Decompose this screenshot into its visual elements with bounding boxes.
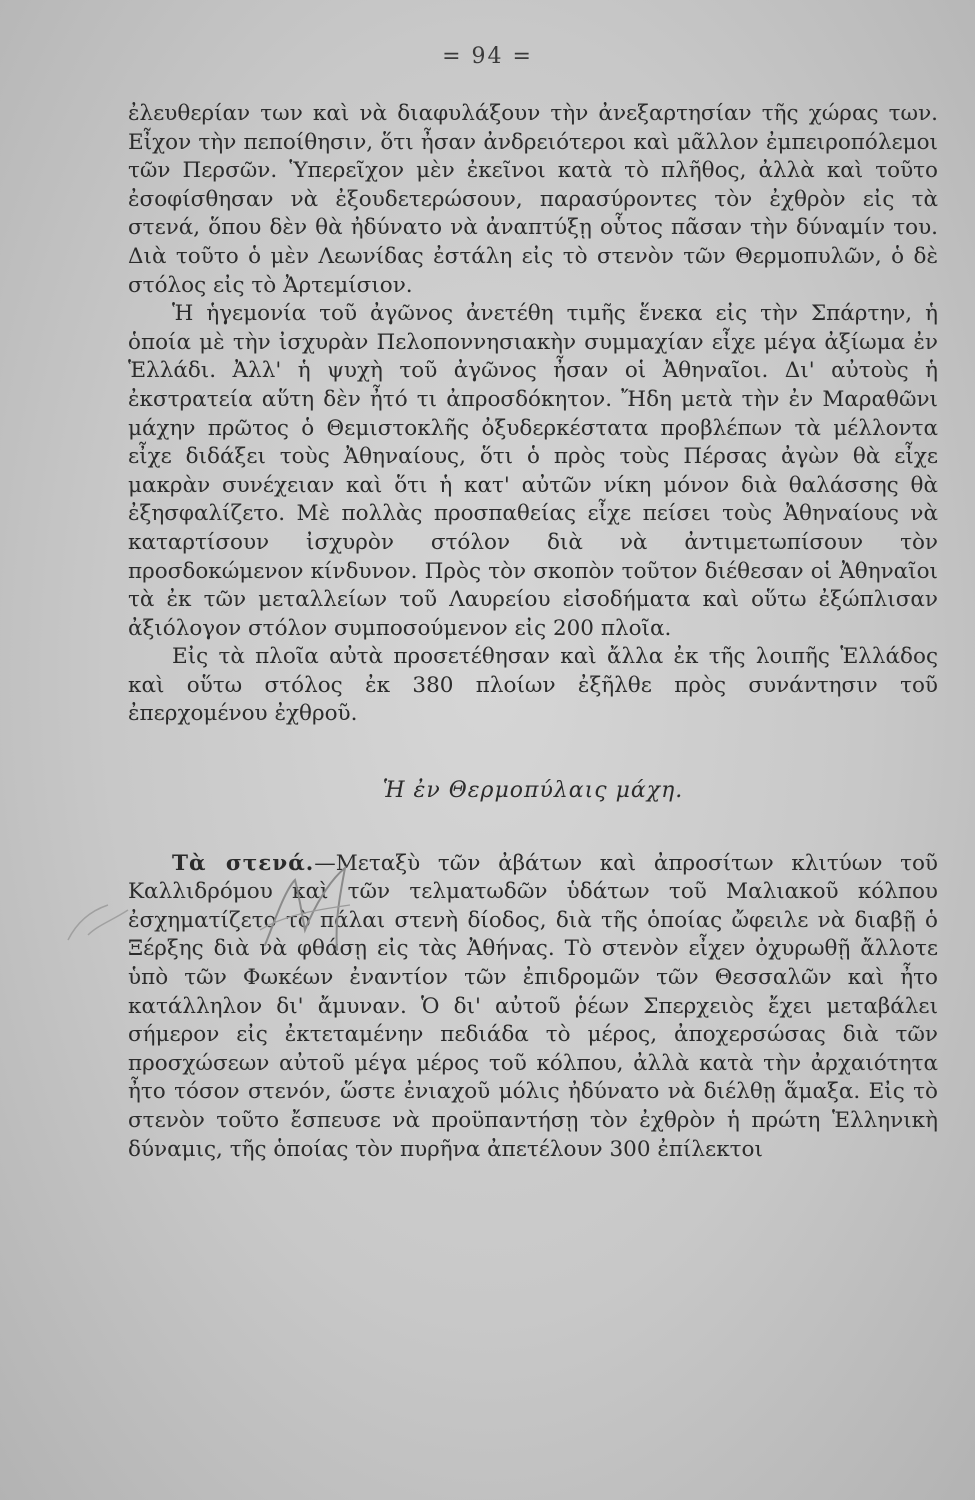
paragraph-3: Εἰς τὰ πλοῖα αὐτὰ προσετέθησαν καὶ ἄλλα ἐκ τῆς λοιπῆς Ἑλλάδος καὶ οὕτω στόλος ἐκ 380 πλοίων ἐξῆλθε πρὸς συνάντησιν τοῦ ἐπερχομένου ἐχθροῦ. (128, 644, 938, 727)
paragraph-1: ἐλευθερίαν των καὶ νὰ διαφυλάξουν τὴν ἀνεξαρτησίαν τῆς χώρας των. Εἶχον τὴν πεποίθησιν, ὅτι ἦσαν ἀνδρειότεροι καὶ μᾶλλον ἐμπειροπόλεμοι τῶν Περσῶν. Ὑπερεῖχον μὲν ἐκεῖνοι κατὰ τὸ πλῆθος, ἀλλὰ καὶ τοῦτο ἐσοφίσθησαν νὰ ἐξουδετερώσουν, παρασύροντες τὸν ἐχθρὸν εἰς τὰ στενά, ὅπου δὲν θὰ ἠδύνατο νὰ ἀναπτύξῃ οὗτος πᾶσαν τὴν δύναμίν του. Διὰ τοῦτο ὁ μὲν Λεωνίδας ἐστάλη εἰς τὸ στενὸν τῶν Θερμοπυλῶν, ὁ δὲ στόλος εἰς τὸ Ἀρτεμίσιον. (128, 101, 938, 298)
lead-term: Τὰ στενά. (172, 850, 315, 876)
pencil-mark-icon (58, 880, 138, 960)
section-paragraph (128, 850, 938, 1165)
section-body: —Μεταξὺ τῶν ἀβάτων καὶ ἀπροσίτων κλιτύων τοῦ Καλλιδρόμου καὶ τῶν τελματωδῶν ὑδάτων τοῦ Μαλιακοῦ κόλπου ἐσχηματίζετο τὸ πάλαι στενὴ δίοδος, διὰ τῆς ὁποίας ὤφειλε νὰ διαβῇ ὁ Ξέρξης διὰ νὰ φθάσῃ εἰς τὰς Ἀθήνας. Τὸ στενὸν εἶχεν ὀχυρωθῇ ἄλλοτε ὑπὸ τῶν Φωκέων ἐναντίον τῶν ἐπιδρομῶν τῶν Θεσσαλῶν καὶ ἦτο κατάλληλον δι' ἄμυναν. Ὁ δι' αὐτοῦ ῥέων Σπερχειὸς ἔχει μεταβάλει σήμερον εἰς ἐκτεταμένην πεδιάδα τὸ μέρος, ἀποχερσώσας διὰ τῶν προσχώσεων αὐτοῦ μέγα μέρος τοῦ κόλπου, ἀλλὰ κατὰ τὴν ἀρχαιότητα ἦτο τόσον στενόν, ὥστε ἐνιαχοῦ μόλις ἠδύνατο νὰ διέλθῃ ἅμαξα. Εἰς τὸ στενὸν τοῦτο ἔσπευσε νὰ προϋπαντήσῃ τὸν ἐχθρὸν ἡ πρώτη Ἑλληνικὴ δύναμις, τῆς ὁποίας τὸν πυρῆνα ἀπετέλουν 300 ἐπίλεκτοι (128, 850, 938, 1162)
page-number: = 94 = (442, 44, 533, 69)
handwritten-monogram-icon (255, 860, 375, 960)
body-text (128, 100, 938, 1164)
paragraph-2: Ἡ ἡγεμονία τοῦ ἀγῶνος ἀνετέθη τιμῆς ἕνεκα εἰς τὴν Σπάρτην, ἡ ὁποία μὲ τὴν ἰσχυρὰν Πελοποννησιακὴν συμμαχίαν εἶχε μέγα ἀξίωμα ἐν Ἑλλάδι. Ἀλλ' ἡ ψυχὴ τοῦ ἀγῶνος ἦσαν οἱ Ἀθηναῖοι. Δι' αὐτοὺς ἡ ἐκστρατεία αὕτη δὲν ἦτό τι ἀπροσδόκητον. Ἤδη μετὰ τὴν ἐν Μαραθῶνι μάχην πρῶτος ὁ Θεμιστοκλῆς ὀξυδερκέστατα προβλέπων τὰ μέλλοντα εἶχε διδάξει τοὺς Ἀθηναίους, ὅτι ὁ πρὸς τοὺς Πέρσας ἀγὼν θὰ εἶχε μακρὰν συνέχειαν καὶ ὅτι ἡ κατ' αὐτῶν νίκη μόνον διὰ θαλάσσης θὰ ἐξησφαλίζετο. Μὲ πολλὰς προσπαθείας εἶχε πείσει τοὺς Ἀθηναίους νὰ καταρτίσουν ἰσχυρὸν στόλον διὰ νὰ ἀντιμετωπίσουν τὸν προσδοκώμενον κίνδυνον. Πρὸς τὸν σκοπὸν τοῦτον διέθεσαν οἱ Ἀθηναῖοι τὰ ἐκ τῶν μεταλλείων τοῦ Λαυρείου εἰσοδήματα καὶ οὕτω ἐξώπλισαν ἀξιόλογον στόλον συμποσούμενον εἰς 200 πλοῖα. (128, 301, 938, 641)
section-heading: Ἡ ἐν Θερμοπύλαις μάχη. (382, 778, 684, 804)
